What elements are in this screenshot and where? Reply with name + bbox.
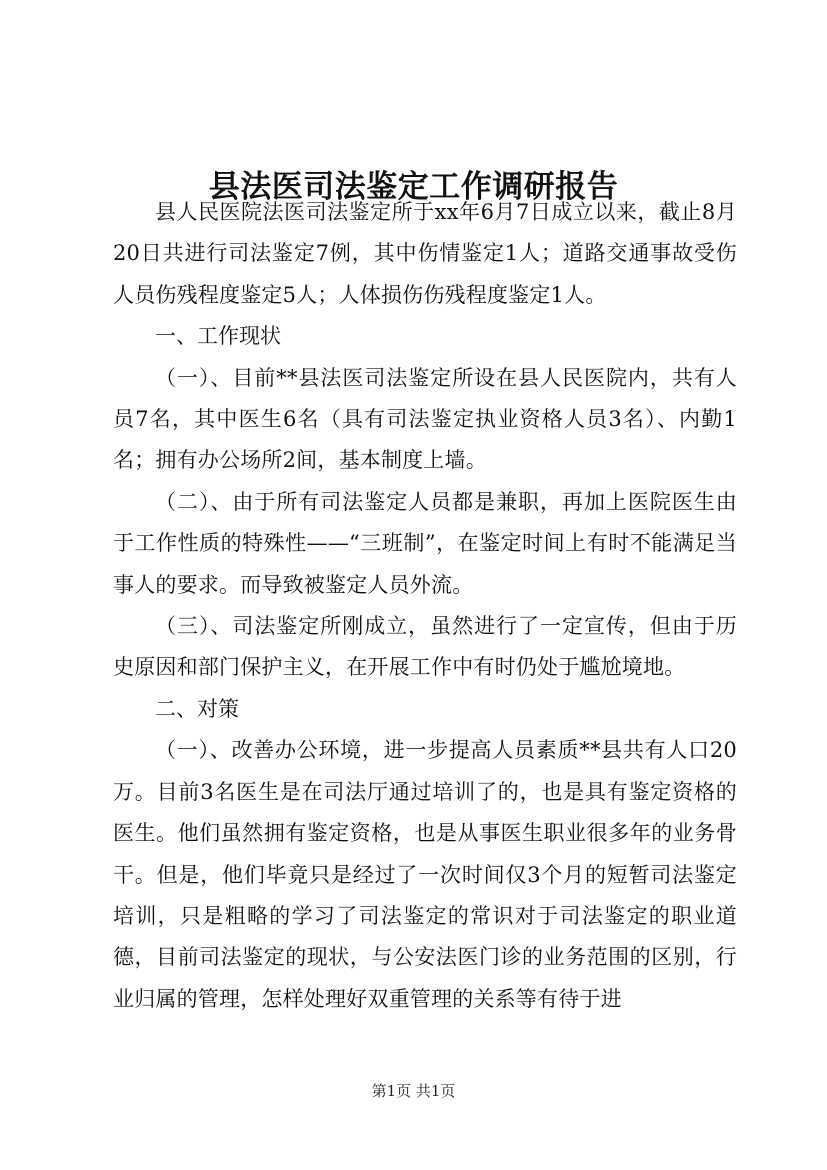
- status-paragraph-1: （一）、目前**县法医司法鉴定所设在县人民医院内，共有人员7名，其中医生6名（具有司法鉴定执业资格人员3名）、内勤1名；拥有办公场所2间，基本制度上墙。: [113, 365, 737, 473]
- section-heading-countermeasures: 二、对策: [155, 696, 239, 721]
- document-title: 县法医司法鉴定工作调研报告: [208, 168, 619, 205]
- document-body: [113, 192, 737, 1020]
- status-paragraph-2: （二）、由于所有司法鉴定人员都是兼职，再加上医院医生由于工作性质的特殊性——“三班制”，在鉴定时间上有时不能满足当事人的要求。而导致被鉴定人员外流。: [113, 489, 737, 597]
- intro-paragraph: 县人民医院法医司法鉴定所于xx年6月7日成立以来，截止8月20日共进行司法鉴定7例，其中伤情鉴定1人；道路交通事故受伤人员伤残程度鉴定5人；人体损伤伤残程度鉴定1人。: [113, 200, 737, 307]
- section-heading-current-status: 一、工作现状: [155, 324, 281, 349]
- page-number-footer: 第1页 共1页: [371, 1082, 456, 1100]
- status-paragraph-3: （三）、司法鉴定所刚成立，虽然进行了一定宣传，但由于历史原因和部门保护主义，在开展工作中有时仍处于尴尬境地。: [113, 614, 737, 680]
- countermeasure-paragraph-1: （一）、改善办公环境，进一步提高人员素质**县共有人口20万。目前3名医生是在司法厅通过培训了的，也是具有鉴定资格的医生。他们虽然拥有鉴定资格，也是从事医生职业很多年的业务骨干。但是，他们毕竟只是经过了一次时间仅3个月的短暂司法鉴定培训，只是粗略的学习了司法鉴定的常识对于司法鉴定的职业道德，目前司法鉴定的现状，与公安法医门诊的业务范围的区别，行业归属的管理，怎样处理好双重管理的关系等有待于进: [113, 738, 737, 1011]
